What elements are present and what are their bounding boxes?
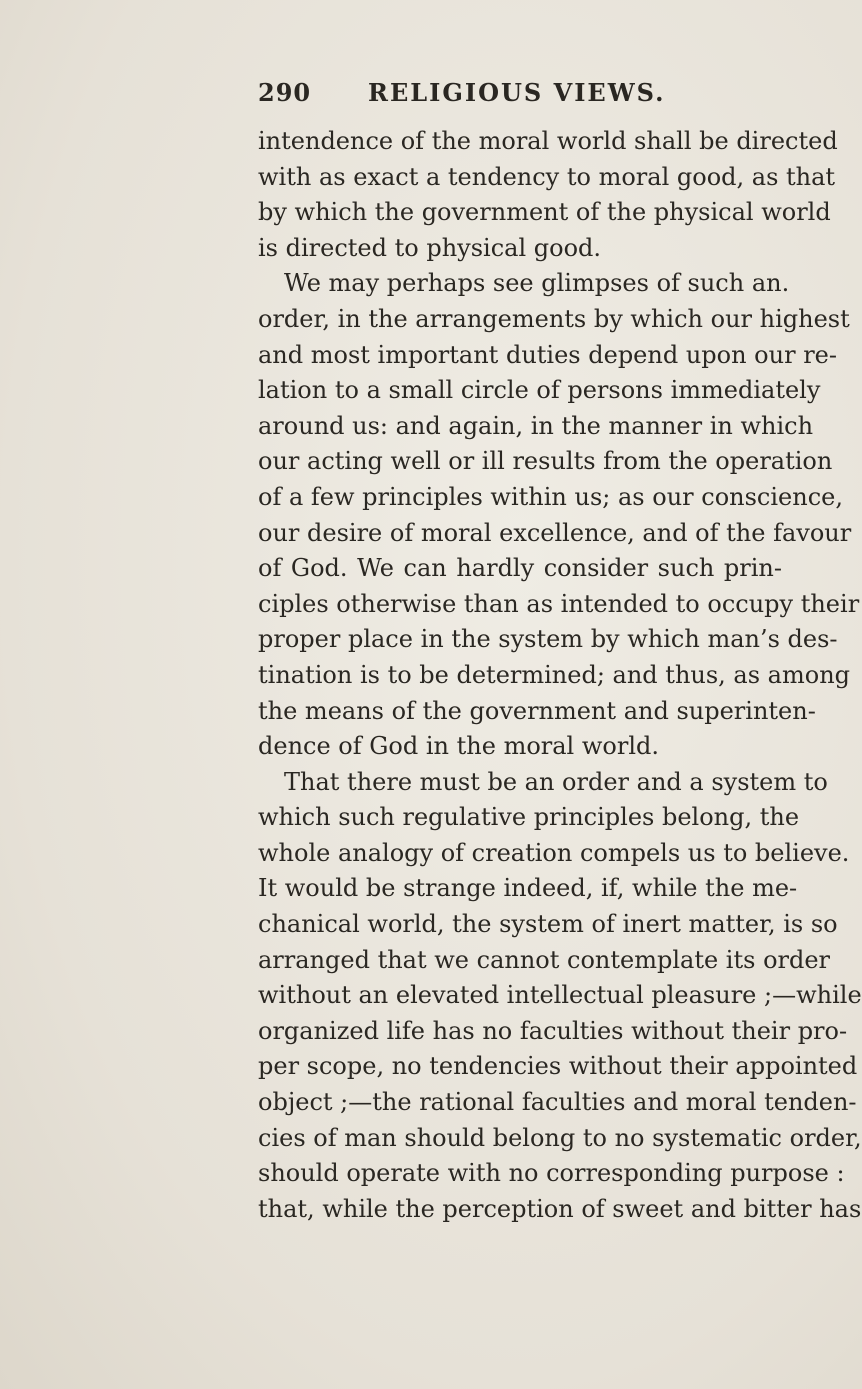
text-line: organized life has no faculties without their pro- (258, 1016, 848, 1045)
text-line: object ;—the rational faculties and moral tenden- (258, 1088, 857, 1117)
text-line: order, in the arrangements by which our highest (258, 304, 850, 333)
text-line: It would be strange indeed, if, while the me- (258, 874, 798, 903)
text-line: That there must be an order and a system to (284, 767, 828, 796)
text-line: our acting well or ill results from the operation (258, 447, 833, 476)
text-line: of God. We can hardly consider such prin- (258, 554, 782, 583)
text-line: of a few principles within us; as our conscience, (258, 482, 843, 511)
text-line: cies of man should belong to no systematic order, (258, 1123, 862, 1152)
text-line: should operate with no corresponding purpose : (258, 1159, 845, 1188)
text-line: whole analogy of creation compels us to believe. (258, 838, 850, 867)
text-line: with as exact a tendency to moral good, as that (258, 162, 836, 191)
text-line: tination is to be determined; and thus, as among (258, 660, 851, 689)
text-line: that, while the perception of sweet and bitter has (258, 1194, 862, 1223)
text-line: proper place in the system by which man’s des- (258, 625, 838, 654)
text-line: the means of the government and superinten- (258, 696, 816, 725)
text-line: chanical world, the system of inert matter, is so (258, 910, 838, 939)
text-line: and most important duties depend upon our re- (258, 340, 837, 369)
running-head-title: RELIGIOUS VIEWS. (368, 78, 666, 107)
text-line: is directed to physical good. (258, 233, 602, 262)
text-line: around us: and again, in the manner in which (258, 411, 814, 440)
running-head (258, 78, 778, 108)
text-line: by which the government of the physical world (258, 198, 831, 227)
page-number: 290 (258, 78, 312, 107)
text-line: our desire of moral excellence, and of the favour (258, 518, 852, 547)
text-line: We may perhaps see glimpses of such an. (284, 269, 790, 298)
text-line: per scope, no tendencies without their appointed (258, 1052, 858, 1081)
text-line: without an elevated intellectual pleasure ;—while (258, 981, 862, 1010)
body-text (258, 124, 862, 1227)
text-line: arranged that we cannot contemplate its order (258, 945, 831, 974)
text-line: ciples otherwise than as intended to occupy their (258, 589, 860, 618)
text-line: which such regulative principles belong, the (258, 803, 800, 832)
text-line: lation to a small circle of persons immediately (258, 376, 821, 405)
text-line: dence of God in the moral world. (258, 732, 659, 761)
text-line: intendence of the moral world shall be directed (258, 127, 838, 155)
